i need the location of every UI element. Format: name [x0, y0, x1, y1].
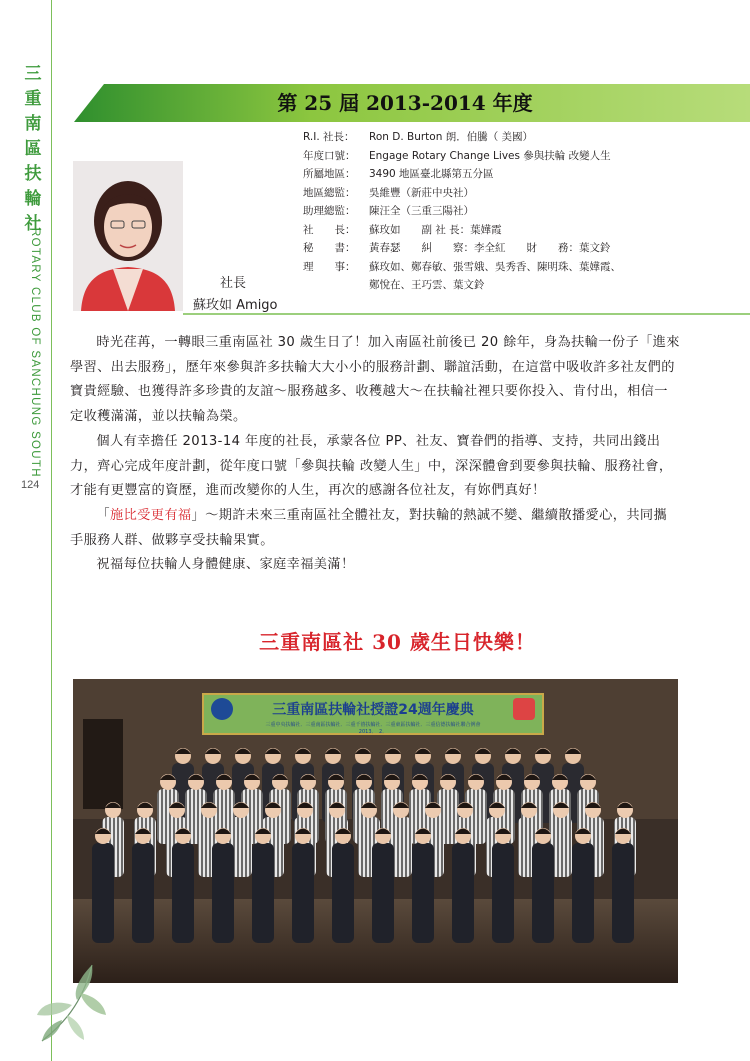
president-title: 社長 — [220, 276, 247, 291]
photo-person-body — [292, 843, 314, 943]
info-key: 所屬地區： — [303, 168, 356, 180]
banner-title: 第 25 屆 2013-2014 年度 — [277, 91, 533, 115]
info-key: 理 事： — [303, 260, 356, 273]
group-photo — [73, 679, 678, 983]
photo-person-body — [212, 843, 234, 943]
info-row — [303, 221, 621, 240]
info-value: 蘇玫如 副 社 長：葉嬅霞 — [369, 223, 502, 236]
paragraph-4: 祝福每位扶輪人身體健康、家庭幸福美滿！ — [96, 557, 355, 573]
info-value: 陳汪全（三重三陽社） — [369, 205, 474, 217]
photo-person-body — [372, 843, 394, 943]
info-row — [303, 184, 621, 203]
info-value: 蘇玫如、鄭春敏、張雪娥、吳秀香、陳明珠、葉嬅霞、 — [369, 260, 621, 273]
president-name: 蘇玫如 Amigo — [193, 298, 278, 313]
info-key: 年度口號： — [303, 149, 356, 162]
photo-person-body — [332, 843, 354, 943]
info-value: 黃春瑟 糾 察：李全紅 財 務：葉文鈴 — [369, 242, 611, 254]
sidebar-char: 三 — [24, 64, 42, 84]
photo-person-body — [572, 843, 594, 943]
paragraph-1: 時光荏苒，一轉眼三重南區社 30 歲生日了！加入南區社前後已 20 餘年，身為扶輪一份子「進來學習、出去服務」，歷年來參與許多扶輪大大小小的服務計劃、聯誼活動，在這當中吸收許多社友們的寶貴經驗、也獲得許多珍貴的友誼～服務越多、收穫越大～在扶輪社裡只要你投入、肯付出，相信一定收穫滿滿，並以扶輪為榮。 — [70, 335, 680, 425]
photo-person-body — [132, 843, 154, 943]
info-row — [303, 165, 621, 184]
photo-person-body — [172, 843, 194, 943]
photo-person-body — [492, 843, 514, 943]
info-key: 地區總監： — [303, 186, 356, 199]
info-row — [303, 276, 621, 295]
info-row — [303, 239, 621, 258]
leaf-decoration — [22, 945, 132, 1045]
info-value: 3490 地區臺北縣第五分區 — [369, 168, 494, 180]
photo-person-body — [452, 843, 474, 943]
photo-banner-subtitle: 三重中央扶輪社．三重南區扶輪社．三重千禧扶輪社．三重東區扶輪社．三重信德扶輪社聯合例會 — [265, 722, 481, 728]
headline: 三重南區社 30 歲生日快樂！ — [259, 630, 536, 654]
info-value: 吳維豐（新莊中央社） — [369, 186, 474, 199]
photo-person-body — [92, 843, 114, 943]
sidebar-char: 輪 — [24, 189, 42, 209]
photo-person-body — [612, 843, 634, 943]
info-key: 助理總監： — [303, 205, 356, 217]
info-row — [303, 147, 621, 166]
body-text — [70, 331, 680, 578]
photo-person-body — [532, 843, 554, 943]
paragraph-2: 個人有幸擔任 2013-14 年度的社長，承蒙各位 PP、社友、寶眷們的指導、支持，共同出錢出力，齊心完成年度計劃，從年度口號「參與扶輪 改變人生」中，深深體會到要參與扶輪、服務社會，才能有更豐富的資歷，進而改變你的人生，再次的感謝各位社友，有妳們真好！ — [70, 433, 673, 499]
paragraph-3-rest: 」～期許未來三重南區社全體社友，對扶輪的熱誠不變、繼續散播愛心，共同攜手服務人群、做夥享受扶輪果實。 — [70, 507, 668, 548]
sidebar-char: 社 — [24, 214, 42, 234]
info-row — [303, 258, 621, 277]
section-divider — [183, 313, 750, 315]
info-key: 社 長： — [303, 223, 356, 236]
sidebar-club-name-en-text: ROTARY CLUB OF SANCHUNG SOUTH — [29, 228, 41, 478]
photo-banner-date: 2013． 2． — [358, 729, 388, 735]
sidebar-char: 南 — [24, 114, 42, 134]
info-value: Engage Rotary Change Lives 參與扶輪 改變人生 — [369, 149, 611, 162]
photo-person-body — [252, 843, 274, 943]
sidebar-club-name-en — [24, 228, 44, 478]
sidebar-char: 重 — [24, 89, 42, 109]
info-row — [303, 202, 621, 221]
paragraph-3 — [70, 504, 680, 553]
info-key: 秘 書： — [303, 242, 356, 254]
photo-banner-title: 三重南區扶輪社授證24週年慶典 — [272, 702, 474, 718]
sidebar-char: 扶 — [24, 164, 42, 184]
sidebar-divider — [51, 0, 52, 1061]
info-value: 鄭悅在、王巧雲、葉文鈴 — [369, 279, 485, 291]
club-info — [303, 128, 621, 295]
sidebar-char: 區 — [24, 139, 42, 159]
info-key: R.I. 社長： — [303, 131, 355, 143]
info-row — [303, 128, 621, 147]
photo-person-body — [412, 843, 434, 943]
quote-open: 「 — [96, 507, 110, 523]
president-portrait — [73, 161, 183, 311]
page-number: 124 — [21, 479, 40, 491]
motto-highlight: 施比受更有福 — [109, 507, 192, 523]
info-value: Ron D. Burton 朗．伯騰（ 美國） — [369, 131, 534, 143]
